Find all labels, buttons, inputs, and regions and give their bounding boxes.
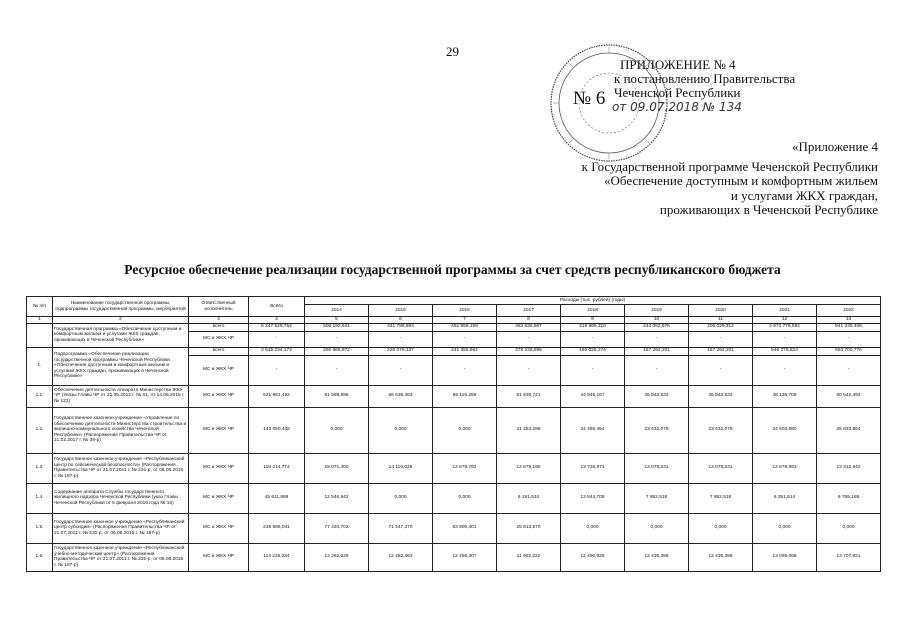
row-executor: всего (189, 347, 249, 355)
approval-line-2: к постановлению Правительства (614, 71, 796, 86)
row-year-value: 13 707,821 (817, 543, 881, 571)
row-year-value: 13 055,068 (753, 543, 817, 571)
stamp-number: № 6 (573, 88, 606, 109)
header-total: Всего (249, 297, 305, 317)
row-year-value: - (689, 331, 753, 347)
row-executor: МС и ЖКХ ЧР (189, 331, 249, 347)
row-year-value: 13 262,629 (305, 543, 369, 571)
row-year-value: 0,000 (305, 407, 369, 453)
row-year-value: - (433, 355, 497, 385)
row-year-value: 0,000 (433, 407, 497, 453)
row-total: - (249, 331, 305, 347)
program-reference (582, 140, 878, 218)
table-row (27, 385, 881, 407)
row-year-value: - (625, 355, 689, 385)
row-year-value: 12 075,231 (689, 453, 753, 483)
table-row (27, 323, 881, 331)
row-year-value: 290 966,872 (305, 347, 369, 355)
row-year-value: 45 843,532 (689, 385, 753, 407)
row-year-value: 0,000 (369, 407, 433, 453)
row-year-value: 86 116,259 (433, 385, 497, 407)
column-number: 3 (189, 317, 249, 324)
row-year-value: 23 432,076 (689, 407, 753, 453)
row-name: Государственное казенное учреждение «Республиканский центр субсидий» (Распоряжения Правительства ЧР от 21.07.2011 г. № 231-р, от 06.08.2015 г. № 187-р) (53, 513, 189, 543)
row-year-value: - (753, 355, 817, 385)
row-year-value: 157 293,201 (625, 347, 689, 355)
row-year-value: 378 239,895 (497, 347, 561, 355)
row-year-value: - (369, 355, 433, 385)
row-year-value: - (369, 331, 433, 347)
row-year-value: 6 191,534 (497, 483, 561, 513)
column-number: 13 (817, 317, 881, 324)
row-year-value: 2 972 779,594 (753, 323, 817, 331)
row-executor: МС и ЖКХ ЧР (189, 385, 249, 407)
row-year-value: 81 599,596 (305, 385, 369, 407)
row-year-value: 319 889,310 (561, 323, 625, 331)
column-number: 7 (433, 317, 497, 324)
row-executor: всего (189, 323, 249, 331)
row-number: 1.4. (27, 483, 53, 513)
row-executor: МС и ЖКХ ЧР (189, 453, 249, 483)
row-number-cell (27, 323, 53, 347)
row-year-value: 63 900,401 (433, 513, 497, 543)
row-name: Государственное казенное учреждение «Управление по обеспечению деятельности Министерства строительства и жилищно-коммунального хозяйства Чеченской Республики» (Распоряжение Правительства ЧР от 21.02.2017 г. № 39-р) (53, 407, 189, 453)
row-name: Подпрограмма «Обеспечение реализации государственной программы Чеченской Республики «Обеспечение доступным и комфортным жильем и услугами ЖКХ граждан, проживающих в Чеченской Республике» (53, 347, 189, 385)
row-year-value: 157 293,201 (689, 347, 753, 355)
row-year-value: 241 355,564 (433, 347, 497, 355)
row-year-value: 506 192,641 (305, 323, 369, 331)
row-year-value: 14 116,029 (369, 453, 433, 483)
row-year-value: 24 603,680 (753, 407, 817, 453)
row-year-value: 12 490,928 (561, 543, 625, 571)
row-year-value: - (305, 355, 369, 385)
approval-date-number: от 09.07.2018 № 134 (612, 100, 742, 114)
column-number: 6 (369, 317, 433, 324)
column-number: 12 (753, 317, 817, 324)
row-year-value: 13 312,942 (817, 453, 881, 483)
row-year-value: - (817, 331, 881, 347)
program-ref-line-5: проживающих в Чеченской Республике (659, 202, 878, 218)
row-year-value: 0,000 (753, 513, 817, 543)
column-number: 4 (249, 317, 305, 324)
row-year-value: 50 542,494 (817, 385, 881, 407)
row-year-value: 13 726,971 (561, 453, 625, 483)
row-year-value: 13 844,708 (561, 483, 625, 513)
row-year-value: 546 278,823 (753, 347, 817, 355)
header-year: 2015 (369, 305, 433, 317)
approval-line-3: Чеченской Республики (614, 85, 741, 100)
row-name: Содержание аппарата Службы государственного жилищного надзора Чеченской Республики (указ Главы Чеченской Республики от 5 февраля 2016 года № 15) (53, 483, 189, 513)
row-name: Государственная программа «Обеспечение доступным и комфортным жильем и услугами ЖКХ граждан, проживающих в Чеченской Республике» (53, 323, 189, 347)
row-year-value: 8 351,614 (753, 483, 817, 513)
row-year-value: 66 535,463 (369, 385, 433, 407)
row-year-value: 21 283,296 (497, 407, 561, 453)
row-year-value: 0,000 (433, 483, 497, 513)
row-year-value: 71 447,370 (369, 513, 433, 543)
row-year-value: 15 071,400 (305, 453, 369, 483)
column-numbers-row (27, 317, 881, 324)
row-year-value: 383 635,867 (497, 323, 561, 331)
header-year: 2020 (689, 305, 753, 317)
header-year: 2021 (753, 305, 817, 317)
row-year-value: 0,000 (369, 483, 433, 513)
row-number: 1.6. (27, 543, 53, 571)
row-year-value: 12 546,942 (305, 483, 369, 513)
row-number: 1. (27, 347, 53, 385)
row-name: Обеспечение деятельности Аппарата Министерства ЖКХ ЧР (Указы Главы ЧР от 21.05.2012 г. № 61, от 14.06.2015 г. № 122) (53, 385, 189, 407)
program-ref-line-1: «Приложение 4 (791, 139, 878, 154)
row-executor: МС и ЖКХ ЧР (189, 407, 249, 453)
row-year-value: - (817, 355, 881, 385)
row-year-value: - (561, 331, 625, 347)
column-number: 1 (27, 317, 53, 324)
row-year-value: - (689, 355, 753, 385)
header-number: № п/п (27, 297, 53, 317)
row-total: 114 226,234 (249, 543, 305, 571)
column-number: 2 (53, 317, 189, 324)
row-total: 2 515 234,173 (249, 347, 305, 355)
table-row (27, 513, 881, 543)
budget-table (26, 296, 881, 572)
row-year-value: - (497, 331, 561, 347)
row-year-value: 12 435,398 (689, 543, 753, 571)
header-year: 2017 (497, 305, 561, 317)
row-year-value: - (497, 355, 561, 385)
row-year-value: 451 856,159 (433, 323, 497, 331)
row-year-value: 23 432,076 (625, 407, 689, 453)
row-year-value: 0,000 (625, 513, 689, 543)
row-year-value: 24 465,454 (561, 407, 625, 453)
row-year-value: - (561, 355, 625, 385)
row-year-value: - (433, 331, 497, 347)
page-number: 29 (446, 44, 459, 59)
table-row (27, 543, 881, 571)
table-row (27, 483, 881, 513)
header-year: 2016 (433, 305, 497, 317)
table-row (27, 347, 881, 355)
row-year-value: 7 952,918 (625, 483, 689, 513)
row-year-value: 25 833,864 (817, 407, 881, 453)
row-year-value: - (305, 331, 369, 347)
row-total: 521 981,492 (249, 385, 305, 407)
column-number: 11 (689, 317, 753, 324)
row-total: 45 611,869 (249, 483, 305, 513)
header-year: 2022 (817, 305, 881, 317)
row-year-value: 45 843,532 (625, 385, 689, 407)
column-number: 8 (497, 317, 561, 324)
header-year: 2018 (561, 305, 625, 317)
row-year-value: 12 075,231 (625, 453, 689, 483)
table-row (27, 453, 881, 483)
row-year-value: 12 678,782 (433, 453, 497, 483)
row-executor: МС и ЖКХ ЧР (189, 483, 249, 513)
row-year-value: 12 435,398 (625, 543, 689, 571)
row-total: 238 596,041 (249, 513, 305, 543)
row-year-value: 0,000 (817, 513, 881, 543)
row-year-value: 7 952,918 (689, 483, 753, 513)
row-executor: МС и ЖКХ ЧР (189, 513, 249, 543)
approval-block (610, 58, 795, 114)
header-name: Наименование государственной программы, подпрограммы государственной программы, мероприятий (53, 297, 189, 317)
row-year-value: - (625, 331, 689, 347)
row-total: 118 414,774 (249, 453, 305, 483)
program-ref-line-2: к Государственной программе Чеченской Республики (581, 158, 878, 174)
row-executor: МС и ЖКХ ЧР (189, 543, 249, 571)
row-executor: МС и ЖКХ ЧР (189, 355, 249, 385)
row-year-value: 341 798,893 (369, 323, 433, 331)
column-number: 9 (561, 317, 625, 324)
approval-line-1: ПРИЛОЖЕНИЕ № 4 (620, 57, 736, 72)
document-title: Ресурсное обеспечение реализации государственной программы за счет средств республиканского бюджета (124, 262, 781, 277)
program-ref-line-4: и услугами ЖКХ граждан, (730, 187, 878, 203)
row-name: Государственное казенное учреждение «Республиканский учебно-методический центр» (Распоряжения Правительства ЧР от 21.07.2011 г. № 231-р, от 06.08.2015 г. № 187-р) (53, 543, 189, 571)
row-total: 143 050,446 (249, 407, 305, 453)
row-number: 1.1. (27, 385, 53, 407)
row-year-value: 12 678,993 (753, 453, 817, 483)
header-year: 2014 (305, 305, 369, 317)
row-year-value: 165 028,274 (561, 347, 625, 355)
row-total: 6 247 529,754 (249, 323, 305, 331)
row-year-value: - (753, 331, 817, 347)
row-name: Государственное казенное учреждение «Республиканский центр по сейсмической безопасности» (Распоряжения Правительства ЧР от 21.07.2011 г. № 231-р, от 06.08.2015 г. № 187-р) (53, 453, 189, 483)
row-year-value: 12 679,195 (497, 453, 561, 483)
row-year-value: 48 135,709 (753, 385, 817, 407)
row-year-value: 206 029,312 (689, 323, 753, 331)
row-year-value: 12 482,463 (369, 543, 433, 571)
row-year-value: 553 700,776 (817, 347, 881, 355)
row-year-value: 8 769,195 (817, 483, 881, 513)
row-year-value: 12 458,307 (433, 543, 497, 571)
header-executor: Ответственный исполнитель (189, 297, 249, 317)
row-year-value: 11 902,222 (497, 543, 561, 571)
header-year: 2019 (625, 305, 689, 317)
program-ref-line-3: «Обеспечение доступным и комфортным жильем (604, 173, 878, 189)
row-year-value: 226 079,137 (369, 347, 433, 355)
row-number: 1.2. (27, 407, 53, 453)
column-number: 10 (625, 317, 689, 324)
row-year-value: 77 434,702 (305, 513, 369, 543)
row-year-value: 25 813,570 (497, 513, 561, 543)
header-expenses: Расходы (тыс. рублей) (годы) (305, 297, 881, 305)
row-number: 1.5. (27, 513, 53, 543)
row-year-value: 0,000 (689, 513, 753, 543)
row-year-value: 941 235,406 (817, 323, 881, 331)
row-total: - (249, 355, 305, 385)
row-year-value: 0,000 (561, 513, 625, 543)
table-row (27, 407, 881, 453)
row-year-value: 51 939,741 (497, 385, 561, 407)
row-year-value: 44 945,167 (561, 385, 625, 407)
column-number: 5 (305, 317, 369, 324)
row-year-value: 244 082,675 (625, 323, 689, 331)
row-number: 1.3. (27, 453, 53, 483)
